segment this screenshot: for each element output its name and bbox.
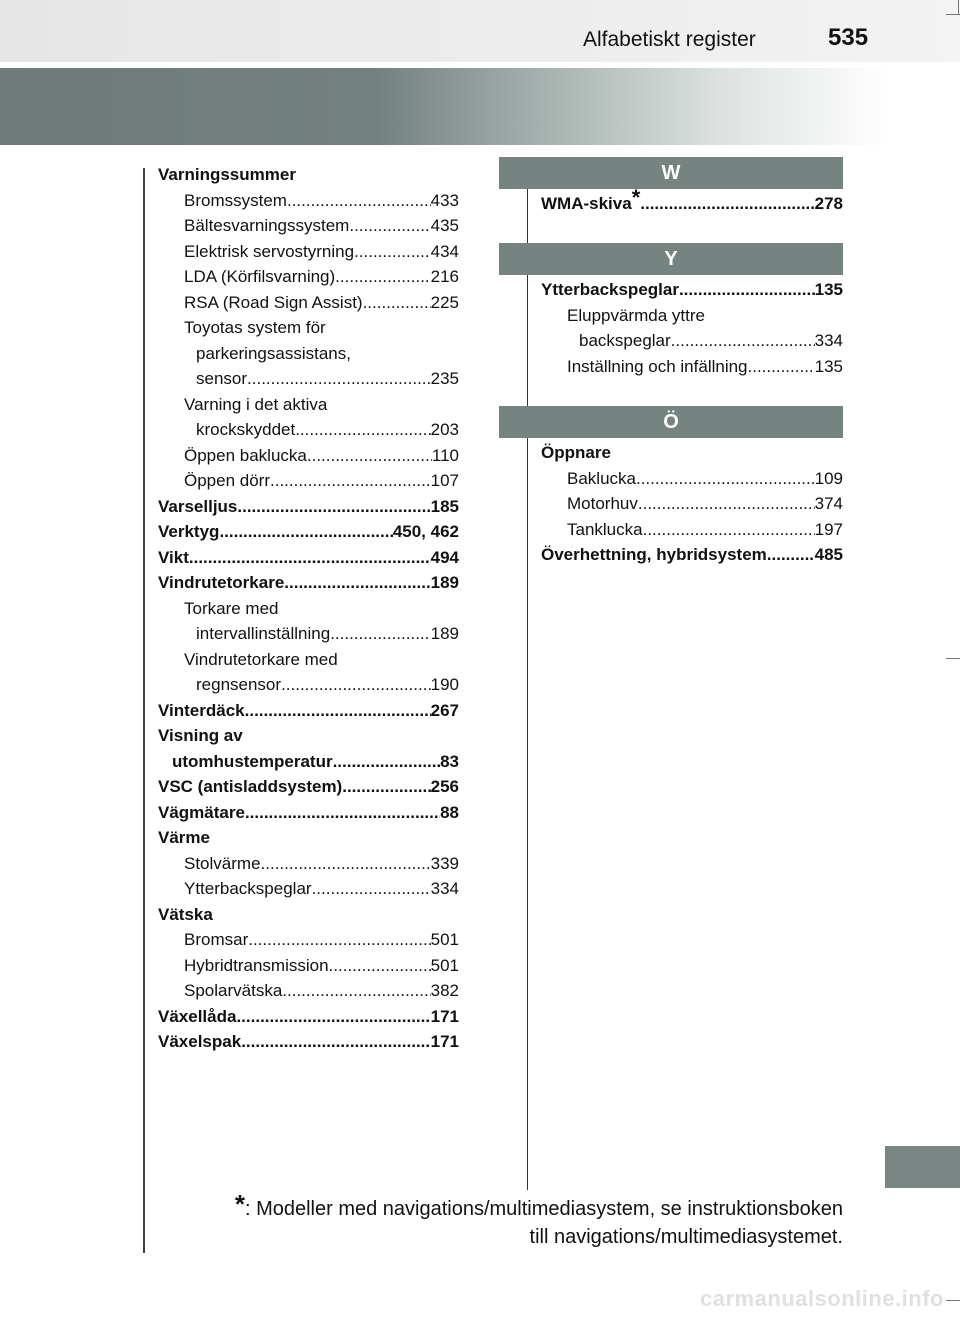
entry-label: Öppnare [541,443,611,462]
leader-dots [245,800,440,826]
entry-page: 88 [440,802,459,822]
watermark: carmanualsonline.info [700,1286,944,1311]
index-entry [158,825,459,851]
left-rule [143,168,145,1253]
entry-label: Elektrisk servostyrning [184,241,355,261]
index-entry [158,315,459,341]
chapter-banner [0,68,890,145]
index-entry [158,239,459,265]
entry-label: LDA (Körfilsvarning) [184,267,336,286]
entry-page: 382 [430,981,459,1000]
index-entry [158,1004,459,1030]
page-number: 535 [828,24,869,51]
index-entry [541,466,843,492]
leader-dots [284,570,430,596]
leader-dots [281,672,431,698]
entry-page: 501 [430,955,459,975]
entry-page: 185 [430,496,459,516]
section-o-entries [541,440,843,568]
entry-page: 203 [430,420,459,439]
header-bar [0,0,960,62]
entry-label: Motorhuv [567,494,638,513]
entry-page: 339 [430,853,459,873]
index-entry [158,366,459,392]
leader-dots [643,517,815,543]
entry-label: utomhustemperatur [172,751,333,771]
crop-mark [946,1300,960,1301]
leader-dots [219,519,392,545]
index-entry [541,328,843,354]
entry-page: 225 [430,292,459,312]
entry-label: sensor [196,369,248,388]
entry-label: Ytterbackspeglar [541,280,679,299]
entry-label: Tanklucka [567,519,643,539]
index-entry [158,876,459,902]
leader-dots [189,545,431,571]
entry-page: 135 [814,356,843,376]
entry-page: 435 [430,216,459,235]
footnote [235,1190,843,1251]
leader-dots [679,277,815,303]
footnote-line-2: till navigations/multimediasystemet. [529,1226,843,1248]
index-entry [158,621,459,647]
entry-label: parkeringsassistans, [196,343,351,363]
index-entry [158,494,459,520]
entry-page: 494 [430,547,459,567]
entry-label: krockskyddet [196,420,296,439]
entry-label: regnsensor [196,675,282,694]
leader-dots [287,188,431,214]
entry-page: 334 [430,879,459,898]
section-y-entries [541,277,843,379]
leader-dots [335,264,430,290]
entry-label: backspeglar [579,331,671,350]
footnote-marker: * [234,1189,245,1219]
leader-dots [295,417,430,443]
index-entry [541,185,843,217]
leader-dots [241,1029,430,1055]
entry-page: 485 [814,545,843,564]
leader-dots [261,851,431,877]
entry-page: 83 [440,751,459,771]
index-entry [158,341,459,367]
leader-dots [638,491,815,517]
entry-label: Vinterdäck [158,700,245,720]
index-entry [158,188,459,214]
index-entry [158,749,459,775]
entry-label: Visning av [158,726,243,745]
entry-page: 189 [430,573,459,592]
entry-label: Toyotas system för [184,318,326,337]
chapter-thumb-tab [885,1146,960,1188]
entry-label: intervallinställning [196,624,331,643]
index-entry [541,277,843,303]
index-entry [158,162,459,188]
leader-dots [767,542,815,568]
index-entry [541,440,843,466]
leader-dots [329,953,431,979]
leader-dots [307,443,432,469]
leader-dots [312,876,431,902]
entry-label: Vägmätare [158,802,245,822]
entry-page: 190 [430,675,459,694]
leader-dots [237,494,430,520]
leader-dots [636,466,815,492]
entry-page: 107 [430,471,459,490]
entry-label: Verktyg [158,522,220,541]
crop-mark [946,14,960,15]
index-entry [158,392,459,418]
index-entry [158,417,459,443]
entry-label: Bältesvarningssystem [184,216,350,235]
index-entry [158,851,459,877]
index-entry [541,354,843,380]
leader-dots [330,621,430,647]
index-entry [158,698,459,724]
entry-label: Öppen baklucka [184,445,307,465]
entry-page: 235 [430,369,459,388]
entry-label: Vindrutetorkare med [184,649,338,669]
entry-page: 334 [814,331,843,350]
index-entry [158,468,459,494]
entry-label: Hybridtransmission [184,955,329,975]
entry-label: VSC (antisladdsystem) [158,777,343,796]
index-entry [158,647,459,673]
leader-dots [236,1004,430,1030]
entry-label: Inställning och infällning [567,356,748,376]
index-entry [158,774,459,800]
index-entry [158,902,459,928]
leader-dots [354,239,431,265]
entry-page: 434 [430,241,459,261]
entry-label: Överhettning, hybridsystem [541,545,767,564]
leader-dots [245,698,431,724]
entry-label: Stolvärme [184,853,261,873]
crop-mark [958,0,959,14]
index-entry [158,1029,459,1055]
index-entry [158,264,459,290]
entry-label: Varselljus [158,496,238,516]
entry-label: Växelspak [158,1032,242,1051]
page-header-title: Alfabetiskt register [583,28,756,51]
entry-label: WMA-skiva* [541,185,641,213]
entry-label: Eluppvärmda yttre [567,305,705,325]
entry-page: 189 [430,624,459,643]
index-entry [158,213,459,239]
leader-dots [640,191,814,217]
entry-page: 433 [430,190,459,210]
leader-dots [333,749,441,775]
entry-label: Bromssystem [184,190,287,210]
entry-label: Ytterbackspeglar [184,879,312,898]
leader-dots [247,366,431,392]
entry-label: Öppen dörr [184,471,270,490]
entry-label: RSA (Road Sign Assist) [184,292,363,312]
index-entry [158,519,459,545]
index-entry [158,443,459,469]
entry-page: 135 [814,280,843,299]
index-entry [158,723,459,749]
index-entry [158,570,459,596]
entry-label: Baklucka [567,468,636,488]
section-header-y: Y [499,243,843,275]
entry-page: 110 [431,445,459,465]
index-entry [158,927,459,953]
leader-dots [248,927,430,953]
index-entry [541,542,843,568]
entry-label: Vätska [158,904,213,924]
entry-page: 374 [814,494,843,513]
crop-mark [946,658,960,659]
index-entry [541,303,843,329]
leader-dots [342,774,430,800]
index-entry [158,290,459,316]
entry-label: Varningssummer [158,165,296,184]
leader-dots [363,290,431,316]
index-entry [541,517,843,543]
entry-label: Torkare med [184,598,279,618]
entry-page: 171 [430,1032,459,1051]
index-entry [158,953,459,979]
entry-page: 501 [430,930,459,949]
entry-label: Vindrutetorkare [158,573,285,592]
entry-page: 197 [814,519,843,539]
index-entry [158,800,459,826]
entry-page: 278 [814,194,843,213]
entry-page: 256 [430,777,459,796]
entry-label: Spolarvätska [184,981,283,1000]
entry-page: 216 [430,267,459,286]
section-header-o: Ö [499,406,843,438]
index-entry [158,545,459,571]
index-entry [541,491,843,517]
footnote-line-1: : Modeller med navigations/multimediasystem, se instruktionsboken [244,1198,843,1220]
index-entry [158,596,459,622]
entry-page: 109 [814,468,843,488]
leader-dots [349,213,430,239]
index-entry [158,978,459,1004]
entry-label: Vikt [158,547,189,567]
section-header-w: W [499,157,843,189]
column-divider [527,168,528,1190]
section-w-entries [541,185,843,217]
index-column-left [158,162,459,1055]
entry-label: Växellåda [158,1006,237,1026]
leader-dots [671,328,815,354]
entry-page: 267 [430,700,459,720]
leader-dots [270,468,431,494]
leader-dots [748,354,815,380]
entry-label: Varning i det aktiva [184,394,328,414]
entry-label: Bromsar [184,930,249,949]
entry-label: Värme [158,828,210,847]
entry-page: 171 [430,1006,459,1026]
index-entry [158,672,459,698]
leader-dots [282,978,430,1004]
entry-page: 450, 462 [392,522,459,541]
